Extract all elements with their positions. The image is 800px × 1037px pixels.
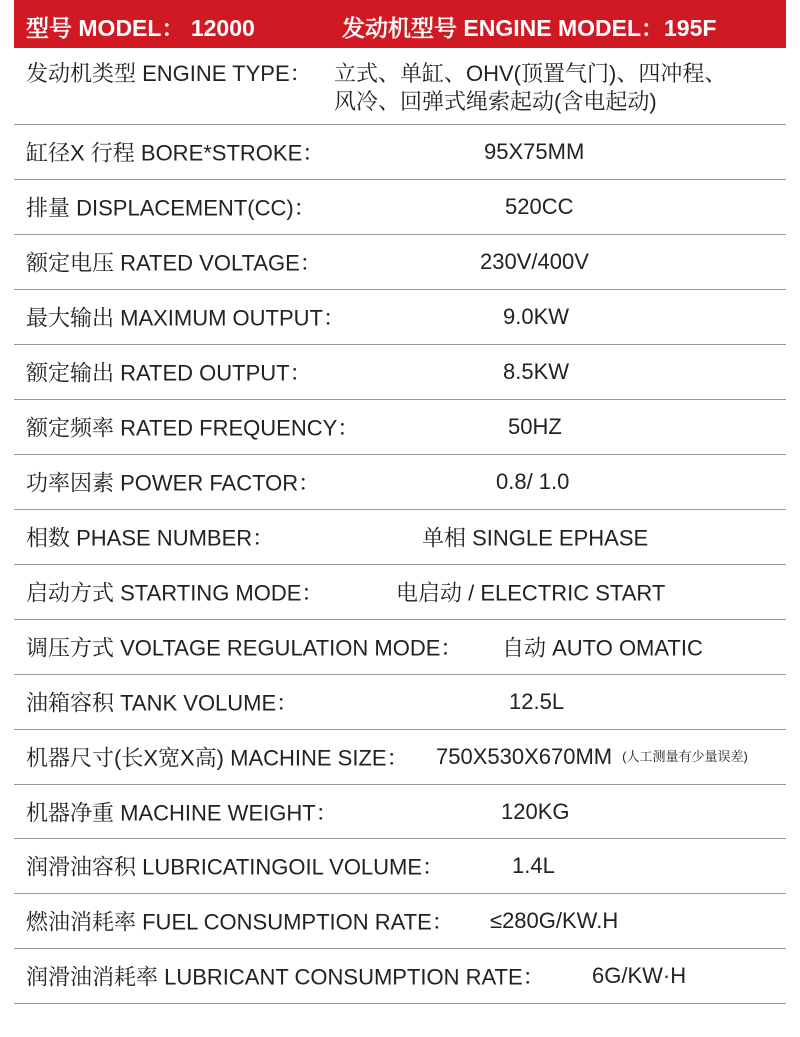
spec-row-maximum-output <box>14 290 786 345</box>
spec-value: 520CC <box>505 194 574 219</box>
spec-label: 功率因素 POWER FACTOR： <box>26 470 321 496</box>
spec-label: 相数 PHASE NUMBER： <box>26 525 275 551</box>
spec-row-engine-type <box>14 48 786 125</box>
spec-value: 12.5L <box>509 689 565 714</box>
spec-row-rated-frequency <box>14 400 786 455</box>
spec-table <box>14 48 786 1004</box>
spec-label: 机器尺寸(长X宽X高) MACHINE SIZE： <box>26 745 409 771</box>
model-title: 型号 MODEL： 12000 <box>26 15 255 41</box>
spec-label: 机器净重 MACHINE WEIGHT： <box>26 800 338 825</box>
spec-row-starting-mode <box>14 565 786 620</box>
spec-label: 排量 DISPLACEMENT(CC)： <box>26 195 316 221</box>
spec-label: 发动机类型 ENGINE TYPE： <box>26 61 312 86</box>
spec-value <box>334 60 774 116</box>
spec-value: 1.4L <box>512 853 555 878</box>
spec-value: 0.8/ 1.0 <box>496 469 570 494</box>
spec-row-machine-size <box>14 730 786 785</box>
spec-row-displacement <box>14 180 786 235</box>
spec-row-bore-stroke <box>14 125 786 180</box>
spec-value: 自动 AUTO OMATIC <box>502 635 703 661</box>
spec-row-rated-voltage <box>14 235 786 290</box>
spec-value: 电启动 / ELECTRIC START <box>396 580 666 606</box>
spec-label: 额定电压 RATED VOLTAGE： <box>26 250 322 276</box>
spec-label: 额定输出 RATED OUTPUT： <box>26 360 312 386</box>
spec-row-lubricant-consumption <box>14 949 786 1004</box>
spec-label: 额定频率 RATED FREQUENCY： <box>26 415 360 441</box>
spec-row-lubricating-oil-volume <box>14 839 786 894</box>
spec-value-line2: 风冷、回弹式绳索起动(含电起动) <box>334 89 657 114</box>
spec-value: 8.5KW <box>503 359 570 384</box>
spec-label: 油箱容积 TANK VOLUME： <box>26 690 299 716</box>
spec-row-machine-weight <box>14 785 786 839</box>
spec-value <box>436 744 748 770</box>
spec-row-tank-volume <box>14 675 786 730</box>
spec-value: 95X75MM <box>484 139 585 164</box>
spec-label: 启动方式 STARTING MODE： <box>26 580 324 606</box>
spec-value: ≤280G/KW.H <box>490 908 619 933</box>
spec-value-note: (人工测量有少量误差) <box>622 749 748 764</box>
spec-label: 调压方式 VOLTAGE REGULATION MODE： <box>26 635 463 661</box>
spec-row-phase-number <box>14 510 786 565</box>
spec-value: 120KG <box>501 798 570 824</box>
spec-row-rated-output <box>14 345 786 400</box>
spec-label: 最大输出 MAXIMUM OUTPUT： <box>26 305 345 331</box>
spec-row-voltage-regulation <box>14 620 786 675</box>
spec-value: 6G/KW·H <box>592 963 687 988</box>
spec-label: 燃油消耗率 FUEL CONSUMPTION RATE： <box>26 909 454 935</box>
spec-value: 单相 SINGLE EPHASE <box>422 525 649 551</box>
spec-row-fuel-consumption <box>14 894 786 949</box>
spec-label: 润滑油消耗率 LUBRICANT CONSUMPTION RATE： <box>26 964 545 990</box>
spec-label: 缸径X 行程 BORE*STROKE： <box>26 140 325 166</box>
spec-value: 50HZ <box>508 414 562 439</box>
spec-value: 230V/400V <box>480 249 589 274</box>
spec-value: 9.0KW <box>503 304 570 329</box>
spec-value-line1: 立式、单缸、OHV(顶置气门)、四冲程、 <box>334 61 727 86</box>
header-bar <box>14 0 786 48</box>
spec-label: 润滑油容积 LUBRICATINGOIL VOLUME： <box>26 854 445 880</box>
engine-model-title: 发动机型号 ENGINE MODEL：195F <box>342 15 717 41</box>
spec-row-power-factor <box>14 455 786 510</box>
spec-value-main: 750X530X670MM <box>436 744 613 769</box>
